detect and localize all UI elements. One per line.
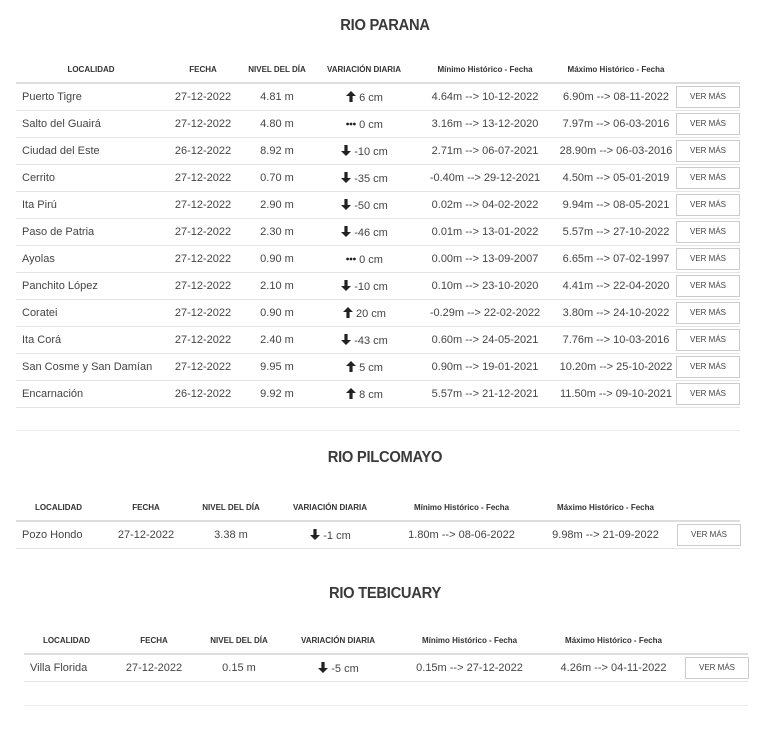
cell-fecha: 26-12-2022 bbox=[166, 138, 240, 165]
river-title: RIO TEBICUARY bbox=[328, 585, 441, 602]
ver-mas-button[interactable]: VER MÁS bbox=[677, 524, 741, 546]
cell-nivel: 4.81 m bbox=[240, 83, 314, 111]
ver-mas-button[interactable]: VER MÁS bbox=[676, 329, 740, 351]
cell-minimo: 0.60m --> 24-05-2021 bbox=[414, 327, 556, 354]
cell-fecha: 27-12-2022 bbox=[166, 192, 240, 219]
cell-variacion bbox=[314, 111, 414, 138]
cell-variacion bbox=[279, 654, 397, 682]
cell-minimo: 0.01m --> 13-01-2022 bbox=[414, 219, 556, 246]
cell-maximo: 6.65m --> 07-02-1997 bbox=[556, 246, 676, 273]
cell-nivel: 4.80 m bbox=[240, 111, 314, 138]
ver-mas-button[interactable]: VER MÁS bbox=[676, 248, 740, 270]
cell-minimo: 3.16m --> 13-12-2020 bbox=[414, 111, 556, 138]
cell-maximo: 7.76m --> 10-03-2016 bbox=[556, 327, 676, 354]
variacion-value: -35 cm bbox=[354, 172, 388, 185]
table-row bbox=[16, 111, 740, 138]
cell-minimo: 0.00m --> 13-09-2007 bbox=[414, 246, 556, 273]
cell-localidad: Ita Corá bbox=[16, 327, 166, 354]
header-maximo: Máximo Histórico - Fecha bbox=[534, 494, 677, 521]
header-maximo: Máximo Histórico - Fecha bbox=[556, 56, 676, 83]
cell-maximo: 6.90m --> 08-11-2022 bbox=[556, 83, 676, 111]
ver-mas-button[interactable]: VER MÁS bbox=[676, 86, 740, 108]
cell-actions bbox=[676, 381, 740, 408]
arrow-down-icon bbox=[309, 529, 321, 542]
cell-actions bbox=[676, 273, 740, 300]
ver-mas-button[interactable]: VER MÁS bbox=[676, 383, 740, 405]
arrow-down-icon bbox=[317, 662, 329, 675]
arrow-down-icon bbox=[340, 226, 352, 239]
cell-variacion bbox=[314, 192, 414, 219]
table-row bbox=[16, 521, 740, 549]
river-table bbox=[16, 56, 740, 408]
cell-variacion bbox=[314, 273, 414, 300]
header-actions bbox=[676, 56, 740, 83]
arrow-up-icon bbox=[345, 91, 357, 104]
header-minimo: Mínimo Histórico - Fecha bbox=[389, 494, 534, 521]
cell-maximo: 4.41m --> 22-04-2020 bbox=[556, 273, 676, 300]
ver-mas-button[interactable]: VER MÁS bbox=[676, 140, 740, 162]
cell-fecha: 27-12-2022 bbox=[109, 654, 199, 682]
variacion-value: -10 cm bbox=[354, 280, 388, 293]
cell-maximo: 4.26m --> 04-11-2022 bbox=[542, 654, 685, 682]
cell-variacion bbox=[271, 521, 389, 549]
table-row bbox=[16, 246, 740, 273]
ver-mas-button[interactable]: VER MÁS bbox=[676, 356, 740, 378]
ver-mas-button[interactable]: VER MÁS bbox=[676, 167, 740, 189]
ver-mas-button[interactable]: VER MÁS bbox=[676, 194, 740, 216]
cell-maximo: 28.90m --> 06-03-2016 bbox=[556, 138, 676, 165]
cell-minimo: 2.71m --> 06-07-2021 bbox=[414, 138, 556, 165]
table-row bbox=[16, 83, 740, 111]
variacion-value: -5 cm bbox=[331, 662, 359, 675]
cell-maximo: 9.98m --> 21-09-2022 bbox=[534, 521, 677, 549]
cell-nivel: 8.92 m bbox=[240, 138, 314, 165]
header-variacion: VARIACIÓN DIARIA bbox=[314, 56, 414, 83]
variacion-value: 6 cm bbox=[359, 91, 383, 104]
cell-localidad: Ita Pirú bbox=[16, 192, 166, 219]
cell-actions bbox=[676, 83, 740, 111]
table-header-row bbox=[16, 494, 740, 521]
river-title: RIO PILCOMAYO bbox=[327, 449, 443, 466]
cell-fecha: 27-12-2022 bbox=[166, 83, 240, 111]
table-row bbox=[16, 354, 740, 381]
cell-localidad: Puerto Tigre bbox=[16, 83, 166, 111]
section-divider bbox=[24, 705, 748, 706]
cell-variacion bbox=[314, 300, 414, 327]
cell-fecha: 26-12-2022 bbox=[166, 381, 240, 408]
cell-minimo: 1.80m --> 08-06-2022 bbox=[389, 521, 534, 549]
cell-maximo: 5.57m --> 27-10-2022 bbox=[556, 219, 676, 246]
cell-variacion bbox=[314, 83, 414, 111]
cell-nivel: 0.15 m bbox=[199, 654, 279, 682]
header-nivel: NIVEL DEL DÍA bbox=[199, 627, 279, 654]
cell-minimo: 5.57m --> 21-12-2021 bbox=[414, 381, 556, 408]
cell-fecha: 27-12-2022 bbox=[101, 521, 191, 549]
header-minimo: Mínimo Histórico - Fecha bbox=[397, 627, 542, 654]
cell-fecha: 27-12-2022 bbox=[166, 354, 240, 381]
variacion-value: -43 cm bbox=[354, 334, 388, 347]
header-localidad: LOCALIDAD bbox=[16, 56, 166, 83]
ver-mas-button[interactable]: VER MÁS bbox=[685, 657, 749, 679]
cell-maximo: 11.50m --> 09-10-2021 bbox=[556, 381, 676, 408]
cell-maximo: 9.94m --> 08-05-2021 bbox=[556, 192, 676, 219]
arrow-down-icon bbox=[340, 334, 352, 347]
table-header-row bbox=[24, 627, 748, 654]
arrow-down-icon bbox=[340, 280, 352, 293]
cell-nivel: 9.95 m bbox=[240, 354, 314, 381]
arrow-up-icon bbox=[342, 307, 354, 320]
arrow-down-icon bbox=[340, 199, 352, 212]
river-title: RIO PARANA bbox=[340, 17, 430, 34]
cell-localidad: Panchito López bbox=[16, 273, 166, 300]
cell-nivel: 0.90 m bbox=[240, 246, 314, 273]
cell-actions bbox=[676, 192, 740, 219]
cell-fecha: 27-12-2022 bbox=[166, 219, 240, 246]
header-variacion: VARIACIÓN DIARIA bbox=[279, 627, 397, 654]
variacion-value: 20 cm bbox=[356, 307, 386, 320]
arrow-up-icon bbox=[345, 361, 357, 374]
cell-variacion bbox=[314, 219, 414, 246]
cell-variacion bbox=[314, 246, 414, 273]
cell-actions bbox=[676, 138, 740, 165]
cell-localidad: Salto del Guairá bbox=[16, 111, 166, 138]
table-row bbox=[16, 219, 740, 246]
cell-variacion bbox=[314, 165, 414, 192]
table-row bbox=[16, 273, 740, 300]
cell-maximo: 4.50m --> 05-01-2019 bbox=[556, 165, 676, 192]
table-row bbox=[16, 300, 740, 327]
header-variacion: VARIACIÓN DIARIA bbox=[271, 494, 389, 521]
cell-localidad: Pozo Hondo bbox=[16, 521, 101, 549]
cell-actions bbox=[676, 354, 740, 381]
cell-maximo: 3.80m --> 24-10-2022 bbox=[556, 300, 676, 327]
cell-nivel: 3.38 m bbox=[191, 521, 271, 549]
river-table bbox=[24, 627, 748, 682]
river-table bbox=[16, 494, 740, 549]
cell-actions bbox=[676, 165, 740, 192]
header-nivel: NIVEL DEL DÍA bbox=[240, 56, 314, 83]
variacion-value: 0 cm bbox=[359, 253, 383, 266]
header-localidad: LOCALIDAD bbox=[16, 494, 101, 521]
cell-actions bbox=[676, 327, 740, 354]
header-fecha: FECHA bbox=[101, 494, 191, 521]
cell-nivel: 0.90 m bbox=[240, 300, 314, 327]
variacion-value: -1 cm bbox=[323, 529, 351, 542]
cell-fecha: 27-12-2022 bbox=[166, 327, 240, 354]
cell-localidad: Paso de Patria bbox=[16, 219, 166, 246]
variacion-value: 0 cm bbox=[359, 118, 383, 131]
variacion-value: -10 cm bbox=[354, 145, 388, 158]
variacion-value: -50 cm bbox=[354, 199, 388, 212]
cell-actions bbox=[677, 521, 740, 549]
cell-minimo: -0.29m --> 22-02-2022 bbox=[414, 300, 556, 327]
variacion-value: 5 cm bbox=[359, 361, 383, 374]
table-row bbox=[16, 381, 740, 408]
table-header-row bbox=[16, 56, 740, 83]
cell-maximo: 10.20m --> 25-10-2022 bbox=[556, 354, 676, 381]
cell-localidad: Encarnación bbox=[16, 381, 166, 408]
cell-fecha: 27-12-2022 bbox=[166, 273, 240, 300]
header-nivel: NIVEL DEL DÍA bbox=[191, 494, 271, 521]
section-divider bbox=[16, 430, 740, 431]
cell-minimo: 0.02m --> 04-02-2022 bbox=[414, 192, 556, 219]
ellipsis-icon bbox=[345, 253, 357, 266]
cell-localidad: Cerrito bbox=[16, 165, 166, 192]
variacion-value: -46 cm bbox=[354, 226, 388, 239]
table-row bbox=[16, 192, 740, 219]
cell-nivel: 9.92 m bbox=[240, 381, 314, 408]
header-actions bbox=[685, 627, 748, 654]
cell-variacion bbox=[314, 381, 414, 408]
header-actions bbox=[677, 494, 740, 521]
cell-minimo: 0.15m --> 27-12-2022 bbox=[397, 654, 542, 682]
cell-actions bbox=[676, 300, 740, 327]
header-fecha: FECHA bbox=[109, 627, 199, 654]
cell-nivel: 2.90 m bbox=[240, 192, 314, 219]
header-minimo: Mínimo Histórico - Fecha bbox=[414, 56, 556, 83]
cell-fecha: 27-12-2022 bbox=[166, 300, 240, 327]
cell-nivel: 2.30 m bbox=[240, 219, 314, 246]
cell-fecha: 27-12-2022 bbox=[166, 165, 240, 192]
variacion-value: 8 cm bbox=[359, 388, 383, 401]
cell-actions bbox=[676, 111, 740, 138]
table-row bbox=[16, 165, 740, 192]
cell-minimo: 4.64m --> 10-12-2022 bbox=[414, 83, 556, 111]
table-row bbox=[16, 327, 740, 354]
cell-nivel: 2.10 m bbox=[240, 273, 314, 300]
cell-actions bbox=[685, 654, 748, 682]
cell-nivel: 0.70 m bbox=[240, 165, 314, 192]
arrow-down-icon bbox=[340, 172, 352, 185]
cell-localidad: Villa Florida bbox=[24, 654, 109, 682]
cell-nivel: 2.40 m bbox=[240, 327, 314, 354]
header-localidad: LOCALIDAD bbox=[24, 627, 109, 654]
arrow-down-icon bbox=[340, 145, 352, 158]
cell-fecha: 27-12-2022 bbox=[166, 111, 240, 138]
ver-mas-button[interactable]: VER MÁS bbox=[676, 275, 740, 297]
cell-localidad: San Cosme y San Damían bbox=[16, 354, 166, 381]
cell-maximo: 7.97m --> 06-03-2016 bbox=[556, 111, 676, 138]
header-fecha: FECHA bbox=[166, 56, 240, 83]
table-row bbox=[24, 654, 748, 682]
cell-minimo: -0.40m --> 29-12-2021 bbox=[414, 165, 556, 192]
ellipsis-icon bbox=[345, 118, 357, 131]
ver-mas-button[interactable]: VER MÁS bbox=[676, 302, 740, 324]
cell-actions bbox=[676, 246, 740, 273]
cell-variacion bbox=[314, 327, 414, 354]
cell-minimo: 0.10m --> 23-10-2020 bbox=[414, 273, 556, 300]
cell-variacion bbox=[314, 354, 414, 381]
header-maximo: Máximo Histórico - Fecha bbox=[542, 627, 685, 654]
cell-actions bbox=[676, 219, 740, 246]
cell-variacion bbox=[314, 138, 414, 165]
table-row bbox=[16, 138, 740, 165]
cell-minimo: 0.90m --> 19-01-2021 bbox=[414, 354, 556, 381]
ver-mas-button[interactable]: VER MÁS bbox=[676, 113, 740, 135]
cell-localidad: Coratei bbox=[16, 300, 166, 327]
cell-localidad: Ciudad del Este bbox=[16, 138, 166, 165]
ver-mas-button[interactable]: VER MÁS bbox=[676, 221, 740, 243]
arrow-up-icon bbox=[345, 388, 357, 401]
cell-localidad: Ayolas bbox=[16, 246, 166, 273]
cell-fecha: 27-12-2022 bbox=[166, 246, 240, 273]
